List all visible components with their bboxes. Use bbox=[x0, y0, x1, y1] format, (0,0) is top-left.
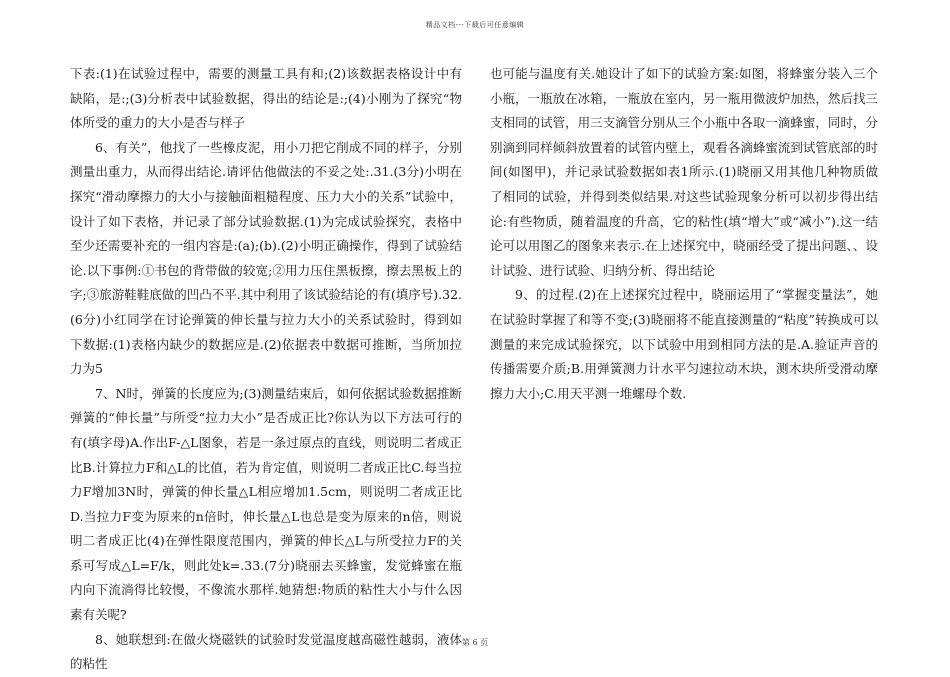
right-paragraph-1: 也可能与温度有关.她设计了如下的试验方案:如图，将蜂蜜分装入三个小瓶，一瓶放在冰箱，一瓶放在室内，另一瓶用微波炉加热，然后找三支相同的试管，用三支滴管分别从三个小瓶中各取一滴蜂蜜，同时，分别滴到同样倾斜放置着的试管内壁上，观看各滴蜂蜜流到试管底部的时间(如图甲)，并记录试验数据如表1所示.(1)晓丽又用其他几种物质做了相同的试验，并得到类似结果.对这些试验现象分析可以初步得出结论:有些物质，随着温度的升高，它的粘性(填“增大”或“减小”).这一结论可以用图乙的图象来表示.在上述探究中，晓丽经受了提出问题、、设计试验、进行试验、归纳分析、得出结论 bbox=[490, 66, 878, 278]
right-column bbox=[490, 62, 878, 406]
page-header: 精品文档---下载后可任意编辑 bbox=[425, 21, 525, 29]
left-paragraph-3: 7、N时，弹簧的长度应为;(3)测量结束后，如何依据试验数据推断弹簧的“伸长量”与所受“拉力大小”是否成正比?你认为以下方法可行的有(填字母)A.作出F-△L图象，若是一条过原点的直线，则说明二者成正比B.计算拉力F和△L的比值，若为肯定值，则说明二者成正比C.每当拉力F增加3N时，弹簧的伸长量△L相应增加1.5cm，则说明二者成正比D.当拉力F变为原来的n倍时，伸长量△L也总是变为原来的n倍，则说明二者成正比(4)在弹性限度范围内，弹簧的伸长△L与所受拉力F的关系可写成△L=F/k，则此处k=.33.(7分)晓丽去买蜂蜜，发觉蜂蜜在瓶内向下流淌得比较慢，不像流水那样.她猜想:物质的粘性大小与什么因素有关呢? bbox=[70, 385, 462, 623]
left-paragraph-1: 下表:(1)在试验过程中，需要的测量工具有和;(2)该数据表格设计中有缺陷，是:;(3)分析表中试验数据，得出的结论是:;(4)小刚为了探究“物体所受的重力的大小是否与样子 bbox=[70, 66, 462, 131]
left-paragraph-2: 6、有关”，他找了一些橡皮泥，用小刀把它削成不同的样子，分别测量出重力，从而得出结论.请评估他做法的不妥之处:.31.(3分)小明在探究“滑动摩擦力的大小与接触面粗糙程度、压力大小的关系”试验中，设计了如下表格，并记录了部分试验数据.(1)为完成试验探究，表格中至少还需要补充的一组内容是:(a);(b).(2)小明正确操作，得到了试验结论.以下事例:①书包的背带做的较宽;②用力压住黑板擦，擦去黑板上的字;③旅游鞋鞋底做的凹凸不平.其中利用了该试验结论的有(填序号).32.(6分)小红同学在讨论弹簧的伸长量与拉力大小的关系试验时，得到如下数据:(1)表格内缺少的数据应是.(2)依据表中数据可推断，当所加拉力为5 bbox=[70, 139, 462, 377]
right-paragraph-2: 9、的过程.(2)在上述探究过程中，晓丽运用了“掌握变量法”，她在试验时掌握了和等不变;(3)晓丽将不能直接测量的“粘度”转换成可以测量的来完成试验探究，以下试验中用到相同方法的是.A.验证声音的传播需要介质;B.用弹簧测力计水平匀速拉动木块，测木块所受滑动摩擦力大小;C.用天平测一堆螺母个数. bbox=[490, 287, 878, 401]
left-paragraph-4: 8、她联想到:在做火烧磁铁的试验时发觉温度越高磁性越弱，液体的粘性 bbox=[70, 631, 462, 672]
left-column bbox=[70, 62, 462, 677]
page-number: 第 6 页 bbox=[461, 638, 489, 647]
